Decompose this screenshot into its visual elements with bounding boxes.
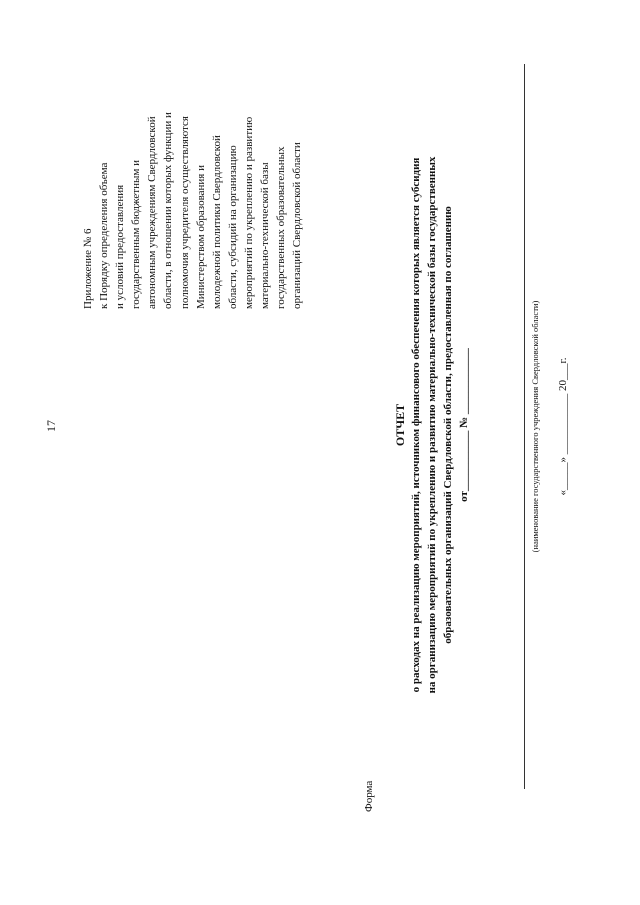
- appendix-line: государственным бюджетным и: [130, 160, 143, 309]
- page-number: 17: [44, 420, 58, 432]
- form-label: Форма: [363, 780, 375, 812]
- report-title: ОТЧЕТ: [393, 403, 407, 447]
- organization-name-line: [524, 64, 525, 789]
- report-heading: [393, 5, 456, 845]
- appendix-line: государственных образовательных: [275, 146, 288, 309]
- appendix-line: Приложение № 6: [82, 228, 94, 309]
- report-subtitle-line: о расходах на реализацию мероприятий, источником финансового обеспечения которых является субсидия: [410, 157, 422, 693]
- report-subtitle-line: образовательных организаций Свердловской области, предоставленная по соглашению: [442, 206, 454, 644]
- report-subtitle-line: на организацию мероприятий по укреплению и развитию материально-технической базы государственных: [426, 156, 438, 694]
- organization-name-caption: (наименование государственного учреждения Свердловской области): [530, 300, 540, 553]
- appendix-line: организаций Свердловской области: [291, 142, 304, 309]
- appendix-line: автономным учреждениям Свердловской: [146, 116, 159, 309]
- appendix-header: [80, 34, 305, 309]
- appendix-line: области, в отношении которых функции и: [162, 112, 175, 309]
- appendix-line: мероприятий по укреплению и развитию: [242, 116, 255, 309]
- appendix-line: Министерством образования и: [194, 165, 207, 309]
- appendix-line: полномочия учредителя осуществляются: [178, 116, 191, 309]
- appendix-line: области, субсидий на организацию: [226, 145, 239, 309]
- report-number-date-field: от___________ № ____________: [458, 348, 470, 502]
- appendix-line: молодежной политики Свердловской: [210, 135, 223, 309]
- date-field: «_____» ___________ 20___г.: [557, 357, 569, 496]
- appendix-line: и условий предоставления: [114, 184, 127, 309]
- appendix-line: к Порядку определения объема: [98, 162, 111, 309]
- appendix-line: материально-технической базы: [259, 162, 272, 309]
